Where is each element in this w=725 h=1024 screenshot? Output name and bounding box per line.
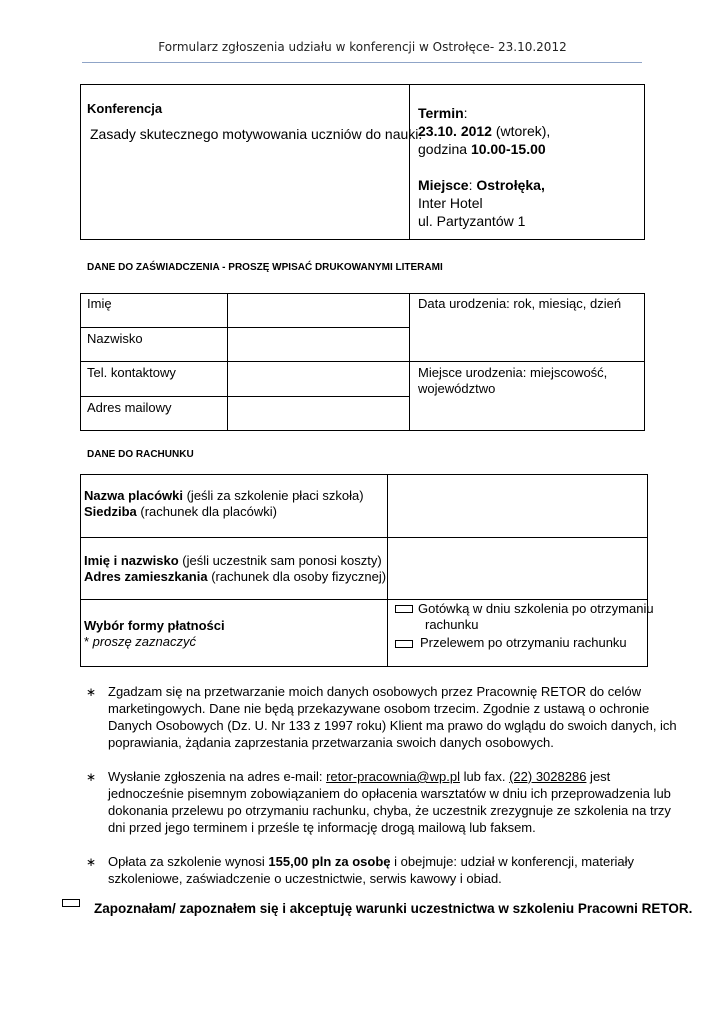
institution-bold: Nazwa placówki <box>84 488 183 503</box>
payment-transfer-checkbox[interactable] <box>395 640 413 648</box>
payment-hint: proszę zaznaczyć <box>92 634 196 649</box>
invoice-row-line-1 <box>80 537 648 538</box>
term-date: 23.10. 2012 <box>418 123 492 139</box>
consent-line: poprawiania, żądania zaprzestania przetwarzania swoich danych osobowych. <box>108 735 554 750</box>
payment-cash-line-1: Gotówką w dniu szkolenia po otrzymaniu <box>418 601 654 616</box>
term-hours-prefix: godzina <box>418 141 471 157</box>
consent-paragraph <box>108 683 677 751</box>
person-field[interactable] <box>389 539 646 598</box>
place-city: Ostrołęka, <box>476 177 545 193</box>
consent-line: Danych Osobowych (Dz. U. Nr 133 z 1997 roku) Klient ma prawo do wglądu do swoich danych, ich <box>108 718 677 733</box>
conference-label: Konferencja <box>87 101 163 116</box>
first-name-field[interactable] <box>229 295 407 326</box>
send-line: dokonania przelewu po otrzymaniu rachunku, chyba, że uczestnik zrezygnuje ze szkolenia na trzy <box>108 803 671 818</box>
birth-place-line-2: województwo <box>418 381 496 396</box>
place-hotel: Inter Hotel <box>418 195 483 211</box>
invoice-section-title: DANE DO RACHUNKU <box>87 449 194 460</box>
birth-place-line-1: Miejsce urodzenia: miejscowość, <box>418 365 608 380</box>
page-header: Formularz zgłoszenia udziału w konferencji w Ostrołęce- 23.10.2012 <box>158 40 567 54</box>
birth-date-label: Data urodzenia: rok, miesiąc, dzień <box>418 296 622 311</box>
last-name-field[interactable] <box>229 329 407 360</box>
term-label: Termin <box>418 105 464 121</box>
send-prefix: Wysłanie zgłoszenia na adres e-mail: <box>108 769 327 784</box>
phone-label: Tel. kontaktowy <box>87 365 176 380</box>
term-block: Termin: 23.10. 2012 (wtorek), godzina 10.00-15.00 Miejsce: Ostrołęka, Inter Hotel ul. Partyzantów 1 <box>418 105 551 229</box>
address-bold: Adres zamieszkania <box>84 569 208 584</box>
payment-cash-line-2: rachunku <box>425 617 479 632</box>
cert-row-line-1 <box>80 327 410 328</box>
person-note: (jeśli uczestnik sam ponosi koszty) <box>178 553 382 568</box>
header-rule <box>82 62 642 63</box>
conference-divider <box>409 84 410 240</box>
address-note: (rachunek dla osoby fizycznej) <box>207 569 387 584</box>
last-name-label: Nazwisko <box>87 331 143 346</box>
send-fax-suffix: jest <box>586 769 611 784</box>
email-link[interactable]: retor-pracownia@wp.pl <box>326 769 460 784</box>
seat-note: (rachunek dla placówki) <box>136 504 277 519</box>
email-label: Adres mailowy <box>87 400 172 415</box>
term-hours: 10.00-15.00 <box>470 141 546 157</box>
person-bold: Imię i nazwisko <box>84 553 179 568</box>
payment-cash-label <box>418 601 654 633</box>
consent-line: marketingowych. Dane nie będą przekazywane osobom trzecim. Zgodnie z ustawą o ochronie <box>108 701 650 716</box>
email-field[interactable] <box>229 398 407 429</box>
institution-label <box>84 488 364 520</box>
fee-suffix: i obejmuje: udział w konferencji, materiały <box>390 854 635 869</box>
cert-divider-2 <box>409 293 410 431</box>
send-paragraph <box>108 768 671 836</box>
place-address: ul. Partyzantów 1 <box>418 213 526 229</box>
send-line: jednocześnie pisemnym zobowiązaniem do opłacenia warsztatów w dniu ich przeprowadzenia lub <box>108 786 671 801</box>
birth-place-label <box>418 365 607 397</box>
phone-field[interactable] <box>229 363 407 395</box>
fee-paragraph <box>108 853 634 887</box>
acceptance-label: Zapoznałam/ zapoznałem się i akceptuję warunki uczestnictwa w szkoleniu Pracowni RETOR. <box>94 901 693 916</box>
send-fax-prefix: lub fax. <box>459 769 510 784</box>
conference-box <box>80 84 645 240</box>
acceptance-checkbox[interactable] <box>62 899 80 907</box>
seat-bold: Siedziba <box>84 504 137 519</box>
send-bullet: ∗ <box>86 770 97 784</box>
term-day: (wtorek), <box>491 123 551 139</box>
fee-bullet: ∗ <box>86 855 97 869</box>
payment-transfer-label: Przelewem po otrzymaniu rachunku <box>420 635 627 650</box>
consent-bullet: ∗ <box>86 685 97 699</box>
payment-label <box>84 618 225 650</box>
cert-divider-1 <box>227 293 228 431</box>
institution-note: (jeśli za szkolenie płaci szkoła) <box>182 488 364 503</box>
payment-cash-checkbox[interactable] <box>395 605 413 613</box>
first-name-label: Imię <box>87 296 112 311</box>
cert-row-line-2 <box>80 361 645 362</box>
institution-field[interactable] <box>389 476 646 536</box>
person-label <box>84 553 386 585</box>
fee-prefix: Opłata za szkolenie wynosi <box>108 854 269 869</box>
invoice-divider <box>387 474 388 667</box>
fee-amount: 155,00 pln za osobę <box>268 854 391 869</box>
invoice-row-line-2 <box>80 599 648 600</box>
consent-line: Zgadzam się na przetwarzanie moich danych osobowych przez Pracownię RETOR do celów <box>108 684 642 699</box>
cert-row-line-3 <box>80 396 410 397</box>
conference-topic: Zasady skutecznego motywowania uczniów do nauki. <box>90 126 423 142</box>
fax-number: (22) 3028286 <box>509 769 587 784</box>
certificate-section-title: DANE DO ZAŚWIADCZENIA - PROSZĘ WPISAĆ DRUKOWANYMI LITERAMI <box>87 262 443 273</box>
payment-bold: Wybór formy płatności <box>84 618 225 633</box>
place-label: Miejsce <box>418 177 469 193</box>
payment-star: * <box>84 634 93 649</box>
send-line: dni przed jego terminem i prześle tę informację drogą mailową lub faksem. <box>108 820 536 835</box>
fee-line: szkoleniowe, zaświadczenie o uczestnictwie, serwis kawowy i obiad. <box>108 871 502 886</box>
